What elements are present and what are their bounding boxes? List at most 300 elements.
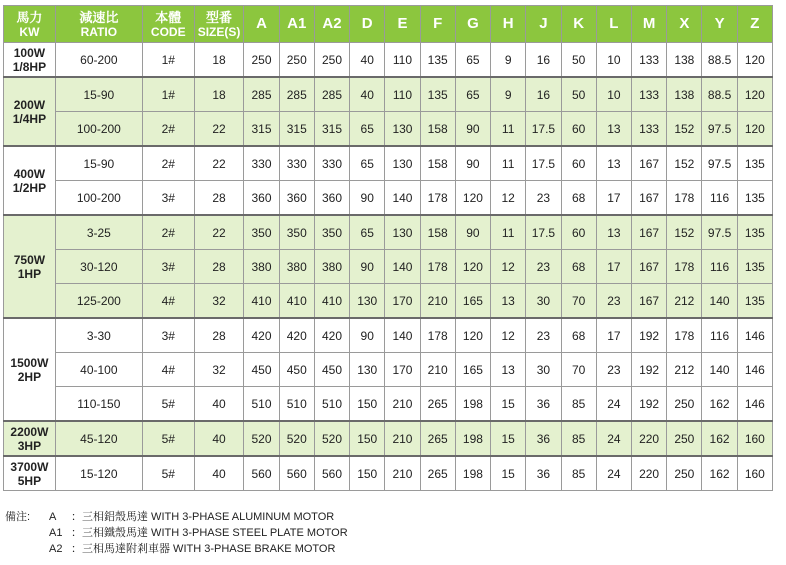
table-cell: 133: [631, 77, 666, 112]
table-cell: 140: [702, 284, 737, 319]
table-cell: 23: [526, 181, 561, 216]
table-cell: 133: [631, 43, 666, 78]
table-cell: 167: [631, 215, 666, 250]
table-cell: 3-30: [55, 318, 142, 353]
table-cell: 250: [314, 43, 349, 78]
table-cell: 36: [526, 421, 561, 456]
note-key: A: [49, 511, 57, 523]
table-cell: 23: [526, 250, 561, 284]
table-cell: 360: [244, 181, 279, 216]
column-header: [737, 6, 772, 43]
table-cell: 68: [561, 318, 596, 353]
column-header-letter: X: [679, 15, 690, 32]
table-cell: 140: [702, 353, 737, 387]
table-cell: 65: [455, 77, 490, 112]
table-cell: 150: [350, 421, 385, 456]
table-cell: 100-200: [55, 112, 142, 147]
column-header-letter: F: [433, 15, 443, 32]
power-label: 1500W: [10, 355, 49, 370]
table-cell: 162: [702, 421, 737, 456]
column-header: [631, 6, 666, 43]
table-row: [4, 318, 773, 353]
table-cell: 167: [631, 250, 666, 284]
table-cell: 135: [737, 250, 772, 284]
table-cell: 97.5: [702, 146, 737, 181]
power-cell: [4, 318, 56, 421]
column-header-cn: 馬力: [16, 9, 43, 25]
table-cell: 285: [279, 77, 314, 112]
table-cell: 178: [420, 318, 455, 353]
table-cell: 510: [244, 387, 279, 422]
table-cell: 285: [314, 77, 349, 112]
table-cell: 135: [420, 77, 455, 112]
table-cell: 198: [455, 421, 490, 456]
table-cell: 330: [244, 146, 279, 181]
table-cell: 520: [244, 421, 279, 456]
table-cell: 23: [596, 284, 631, 319]
table-cell: 12: [491, 250, 526, 284]
column-header-letter: A: [256, 15, 267, 32]
table-cell: 50: [561, 77, 596, 112]
table-cell: 178: [667, 318, 702, 353]
column-header: [350, 6, 385, 43]
table-cell: 146: [737, 387, 772, 422]
table-cell: 22: [194, 112, 244, 147]
table-cell: 15: [491, 387, 526, 422]
column-header: [194, 6, 244, 43]
power-label: 2200W: [10, 424, 49, 439]
table-cell: 420: [244, 318, 279, 353]
power-label: 3HP: [17, 438, 42, 453]
table-cell: 15-90: [55, 77, 142, 112]
table-cell: 13: [596, 215, 631, 250]
table-cell: 120: [737, 112, 772, 147]
table-cell: 160: [737, 456, 772, 491]
table-cell: 178: [667, 181, 702, 216]
power-label: 1/2HP: [12, 180, 47, 195]
table-cell: 330: [279, 146, 314, 181]
table-cell: 68: [561, 181, 596, 216]
table-cell: 32: [194, 284, 244, 319]
power-cell: [4, 43, 56, 78]
table-cell: 22: [194, 215, 244, 250]
table-cell: 120: [455, 250, 490, 284]
table-cell: 116: [702, 250, 737, 284]
table-cell: 198: [455, 456, 490, 491]
table-cell: 85: [561, 456, 596, 491]
table-cell: 5#: [142, 421, 194, 456]
table-cell: 135: [737, 284, 772, 319]
table-cell: 360: [279, 181, 314, 216]
table-cell: 5#: [142, 387, 194, 422]
table-cell: 560: [244, 456, 279, 491]
table-cell: 65: [350, 215, 385, 250]
table-cell: 9: [491, 77, 526, 112]
table-cell: 420: [314, 318, 349, 353]
table-cell: 120: [455, 181, 490, 216]
table-cell: 28: [194, 318, 244, 353]
table-row: [4, 215, 773, 250]
column-header-letter: G: [467, 15, 479, 32]
table-cell: 24: [596, 387, 631, 422]
table-cell: 178: [667, 250, 702, 284]
table-row: [4, 421, 773, 456]
note-line: [5, 509, 348, 525]
column-header: [596, 6, 631, 43]
table-cell: 165: [455, 353, 490, 387]
table-cell: 158: [420, 146, 455, 181]
table-cell: 130: [385, 112, 420, 147]
table-cell: 380: [244, 250, 279, 284]
table-cell: 1#: [142, 77, 194, 112]
table-cell: 16: [526, 77, 561, 112]
power-cell: [4, 77, 56, 146]
table-cell: 3-25: [55, 215, 142, 250]
table-cell: 212: [667, 284, 702, 319]
column-header-letter: H: [502, 15, 514, 32]
table-cell: 167: [631, 181, 666, 216]
table-cell: 23: [526, 318, 561, 353]
table-cell: 250: [244, 43, 279, 78]
table-cell: 192: [631, 353, 666, 387]
power-label: 1/8HP: [12, 59, 47, 74]
column-header-en: SIZE(S): [197, 24, 241, 39]
table-cell: 198: [455, 387, 490, 422]
table-cell: 90: [350, 318, 385, 353]
table-cell: 40: [350, 77, 385, 112]
table-cell: 12: [491, 181, 526, 216]
table-cell: 135: [420, 43, 455, 78]
table-cell: 60: [561, 146, 596, 181]
table-row: [4, 181, 773, 216]
table-cell: 17.5: [526, 112, 561, 147]
table-cell: 90: [455, 112, 490, 147]
table-cell: 140: [385, 318, 420, 353]
column-header: [561, 6, 596, 43]
table-cell: 170: [385, 353, 420, 387]
table-row: [4, 250, 773, 284]
table-cell: 15-90: [55, 146, 142, 181]
table-cell: 15: [491, 456, 526, 491]
table-cell: 285: [244, 77, 279, 112]
table-cell: 30-120: [55, 250, 142, 284]
column-header-letter: L: [609, 15, 619, 32]
note-prefix: 備注:: [5, 511, 31, 523]
column-header: [279, 6, 314, 43]
table-cell: 5#: [142, 456, 194, 491]
table-cell: 10: [596, 77, 631, 112]
table-cell: 13: [596, 146, 631, 181]
table-cell: 162: [702, 456, 737, 491]
table-cell: 88.5: [702, 77, 737, 112]
table-cell: 60: [561, 112, 596, 147]
table-cell: 450: [244, 353, 279, 387]
column-header-letter: Y: [714, 15, 725, 32]
table-cell: 315: [244, 112, 279, 147]
table-cell: 110: [385, 77, 420, 112]
table-row: [4, 77, 773, 112]
table-cell: 13: [491, 284, 526, 319]
table-cell: 410: [244, 284, 279, 319]
table-cell: 138: [667, 43, 702, 78]
table-cell: 70: [561, 353, 596, 387]
column-header-letter: M: [642, 15, 656, 32]
table-cell: 40-100: [55, 353, 142, 387]
table-cell: 130: [385, 215, 420, 250]
table-cell: 130: [350, 284, 385, 319]
note-line: [5, 541, 348, 557]
table-row: [4, 456, 773, 491]
table-row: [4, 284, 773, 319]
table-cell: 420: [279, 318, 314, 353]
table-cell: 1#: [142, 43, 194, 78]
table-cell: 11: [491, 215, 526, 250]
table-cell: 210: [385, 421, 420, 456]
table-cell: 192: [631, 387, 666, 422]
power-label: 1HP: [17, 266, 42, 281]
notes: [5, 509, 348, 557]
table-cell: 170: [385, 284, 420, 319]
table-cell: 40: [194, 421, 244, 456]
table-cell: 350: [314, 215, 349, 250]
table-cell: 36: [526, 456, 561, 491]
table-cell: 100-200: [55, 181, 142, 216]
table-cell: 133: [631, 112, 666, 147]
table-cell: 135: [737, 215, 772, 250]
column-header: [420, 6, 455, 43]
table-cell: 152: [667, 112, 702, 147]
table-cell: 10: [596, 43, 631, 78]
power-label: 750W: [13, 252, 46, 267]
note-text: ：三相鐵殼馬達 WITH 3-PHASE STEEL PLATE MOTOR: [71, 527, 348, 539]
table-cell: 15-120: [55, 456, 142, 491]
table-cell: 22: [194, 146, 244, 181]
table-cell: 250: [279, 43, 314, 78]
column-header-letter: A1: [287, 15, 307, 32]
table-cell: 17: [596, 181, 631, 216]
table-cell: 165: [455, 284, 490, 319]
power-label: 200W: [13, 97, 46, 112]
table-cell: 130: [350, 353, 385, 387]
column-header: [491, 6, 526, 43]
table-cell: 30: [526, 284, 561, 319]
column-header: [142, 6, 194, 43]
table-cell: 146: [737, 353, 772, 387]
table-cell: 410: [314, 284, 349, 319]
table-cell: 138: [667, 77, 702, 112]
table-cell: 2#: [142, 215, 194, 250]
table-cell: 152: [667, 146, 702, 181]
table-row: [4, 387, 773, 422]
power-label: 1/4HP: [12, 111, 47, 126]
table-cell: 97.5: [702, 112, 737, 147]
table-cell: 560: [314, 456, 349, 491]
table-cell: 120: [737, 43, 772, 78]
table-cell: 250: [667, 456, 702, 491]
table-cell: 178: [420, 250, 455, 284]
power-label: 3700W: [10, 459, 49, 474]
column-header-cn: 本體: [155, 9, 182, 25]
table-cell: 250: [667, 421, 702, 456]
table-cell: 4#: [142, 284, 194, 319]
power-label: 100W: [13, 45, 46, 60]
column-header: [455, 6, 490, 43]
table-cell: 40: [194, 387, 244, 422]
table-cell: 135: [737, 181, 772, 216]
table-cell: 50: [561, 43, 596, 78]
table-cell: 178: [420, 181, 455, 216]
table-cell: 11: [491, 112, 526, 147]
table-cell: 220: [631, 456, 666, 491]
table-cell: 17.5: [526, 146, 561, 181]
column-header-letter: Z: [750, 15, 760, 32]
table-cell: 450: [279, 353, 314, 387]
table-cell: 116: [702, 318, 737, 353]
table-cell: 65: [350, 112, 385, 147]
table-cell: 350: [279, 215, 314, 250]
table-body: [4, 43, 773, 491]
table-cell: 3#: [142, 250, 194, 284]
table-cell: 28: [194, 181, 244, 216]
table-cell: 265: [420, 421, 455, 456]
column-header-letter: A2: [322, 15, 342, 32]
table-cell: 40: [350, 43, 385, 78]
column-header: [4, 6, 56, 43]
table-cell: 18: [194, 43, 244, 78]
table-cell: 30: [526, 353, 561, 387]
table-cell: 88.5: [702, 43, 737, 78]
table-cell: 152: [667, 215, 702, 250]
table-cell: 17: [596, 318, 631, 353]
power-cell: [4, 421, 56, 456]
table-cell: 167: [631, 284, 666, 319]
table-row: [4, 112, 773, 147]
table-cell: 150: [350, 387, 385, 422]
column-header: [667, 6, 702, 43]
power-cell: [4, 146, 56, 215]
table-cell: 130: [385, 146, 420, 181]
table-cell: 24: [596, 421, 631, 456]
table-cell: 212: [667, 353, 702, 387]
note-key: A1: [49, 527, 63, 539]
column-header: [314, 6, 349, 43]
table-cell: 330: [314, 146, 349, 181]
column-header-letter: D: [361, 15, 373, 32]
table-cell: 360: [314, 181, 349, 216]
table-cell: 220: [631, 421, 666, 456]
table-cell: 13: [491, 353, 526, 387]
table-cell: 210: [420, 353, 455, 387]
table-cell: 265: [420, 387, 455, 422]
table-cell: 158: [420, 112, 455, 147]
column-header-cn: 減速比: [79, 9, 119, 25]
column-header-en: CODE: [150, 24, 186, 39]
table-cell: 90: [350, 181, 385, 216]
table-cell: 560: [279, 456, 314, 491]
table-header: [4, 6, 773, 43]
table-cell: 450: [314, 353, 349, 387]
table-cell: 90: [455, 146, 490, 181]
table-cell: 36: [526, 387, 561, 422]
table-cell: 110-150: [55, 387, 142, 422]
table-cell: 4#: [142, 353, 194, 387]
table-cell: 110: [385, 43, 420, 78]
table-cell: 17: [596, 250, 631, 284]
table-cell: 65: [350, 146, 385, 181]
column-header: [385, 6, 420, 43]
column-header-letter: E: [397, 15, 408, 32]
column-header: [244, 6, 279, 43]
table-row: [4, 43, 773, 78]
table-cell: 15: [491, 421, 526, 456]
table-cell: 85: [561, 387, 596, 422]
table-cell: 135: [737, 146, 772, 181]
note-key: A2: [49, 543, 63, 555]
column-header: [55, 6, 142, 43]
table-cell: 60: [561, 215, 596, 250]
table-cell: 120: [737, 77, 772, 112]
table-cell: 380: [314, 250, 349, 284]
table-cell: 120: [455, 318, 490, 353]
power-label: 2HP: [17, 369, 42, 384]
table-cell: 90: [455, 215, 490, 250]
table-cell: 210: [385, 387, 420, 422]
table-cell: 158: [420, 215, 455, 250]
table-cell: 210: [385, 456, 420, 491]
column-header-cn: 型番: [206, 9, 233, 25]
note-text: ：三相鋁殼馬達 WITH 3-PHASE ALUMINUM MOTOR: [71, 511, 335, 523]
header-row: [4, 6, 773, 43]
table-cell: 250: [667, 387, 702, 422]
table-row: [4, 146, 773, 181]
table-cell: 315: [279, 112, 314, 147]
table-cell: 315: [314, 112, 349, 147]
table-cell: 70: [561, 284, 596, 319]
table-row: [4, 353, 773, 387]
table-cell: 167: [631, 146, 666, 181]
table-cell: 60-200: [55, 43, 142, 78]
table-cell: 265: [420, 456, 455, 491]
table-cell: 3#: [142, 181, 194, 216]
table-cell: 23: [596, 353, 631, 387]
table-cell: 210: [420, 284, 455, 319]
column-header: [702, 6, 737, 43]
table-cell: 162: [702, 387, 737, 422]
table-cell: 32: [194, 353, 244, 387]
power-label: 5HP: [17, 473, 42, 488]
power-cell: [4, 215, 56, 318]
table-cell: 510: [314, 387, 349, 422]
note-line: [5, 525, 348, 541]
table-cell: 2#: [142, 112, 194, 147]
table-cell: 45-120: [55, 421, 142, 456]
power-label: 400W: [13, 166, 46, 181]
table-cell: 192: [631, 318, 666, 353]
table-cell: 380: [279, 250, 314, 284]
table-cell: 13: [596, 112, 631, 147]
table-cell: 28: [194, 250, 244, 284]
table-cell: 40: [194, 456, 244, 491]
table-cell: 90: [350, 250, 385, 284]
table-cell: 140: [385, 250, 420, 284]
table-cell: 2#: [142, 146, 194, 181]
table-cell: 68: [561, 250, 596, 284]
table-cell: 146: [737, 318, 772, 353]
table-cell: 3#: [142, 318, 194, 353]
column-header-letter: K: [573, 15, 585, 32]
table-cell: 12: [491, 318, 526, 353]
column-header-letter: J: [539, 15, 548, 32]
